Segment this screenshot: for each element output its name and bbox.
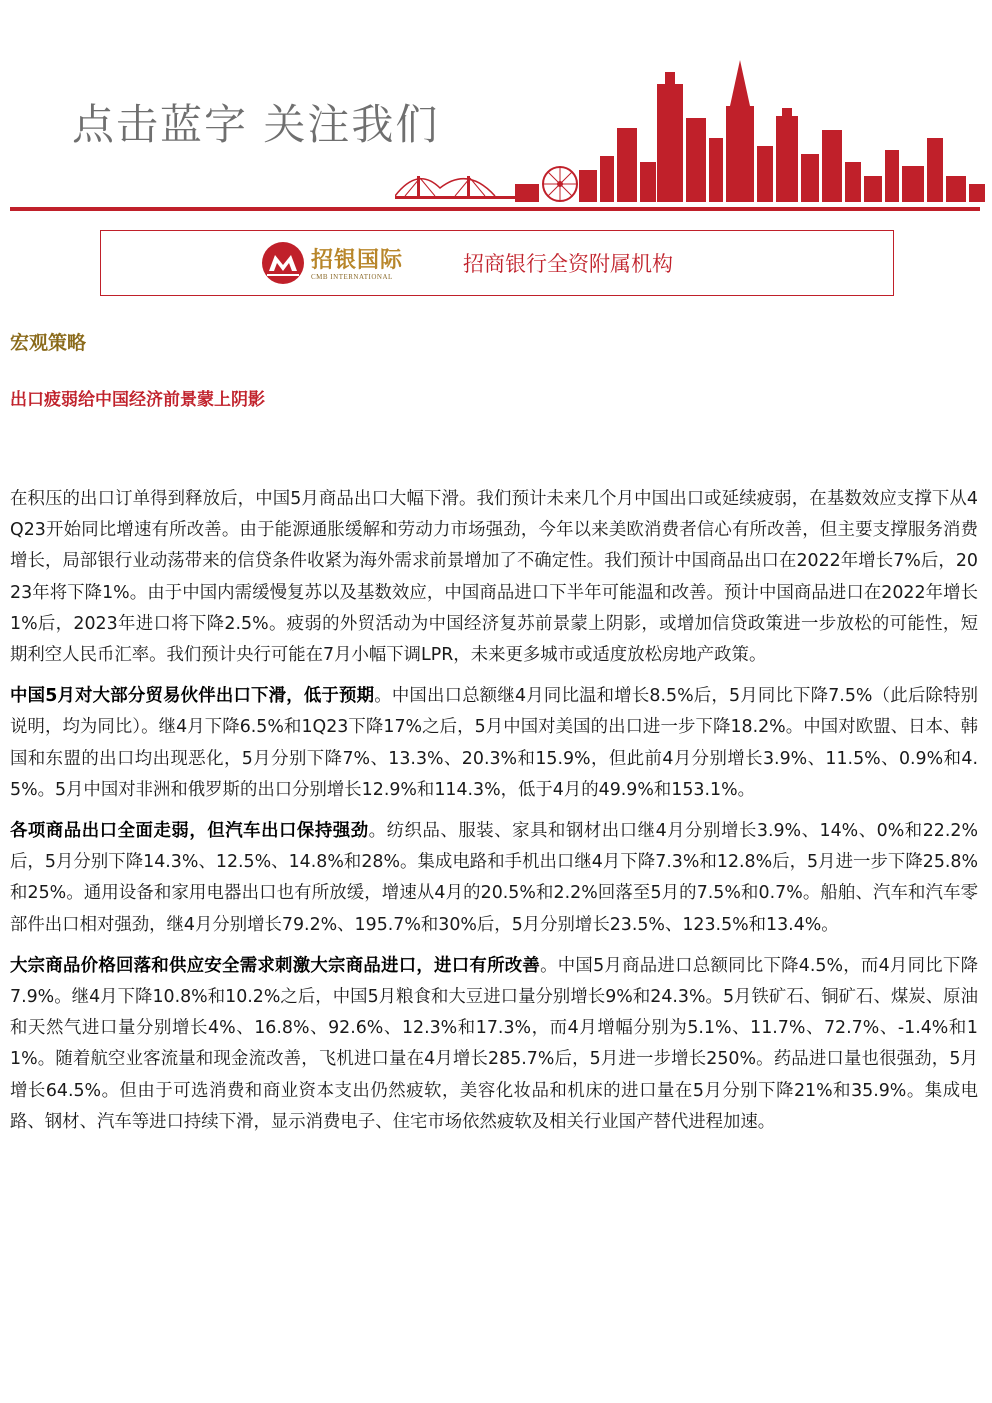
header-divider [10, 207, 980, 211]
paragraph-exports-products [10, 816, 978, 941]
paragraph-text: 在积压的出口订单得到释放后，中国5月商品出口大幅下滑。我们预计未来几个月中国出口或延续疲弱，在基数效应支撑下从4Q23开始同比增速有所改善。由于能源通胀缓解和劳动力市场强劲，今年以来美欧消费者信心有所改善，但主要支撑服务消费增长，局部银行业动荡带来的信贷条件收紧为海外需求前景增加了不确定性。我们预计中国商品出口在2022年增长7%后，2023年将下降1%。由于中国内需缓慢复苏以及基数效应，中国商品进口下半年可能温和改善。预计中国商品进口在2022年增长1%后，2023年进口将下降2.5%。疲弱的外贸活动为中国经济复苏前景蒙上阴影，或增加信贷政策进一步放松的可能性，短期利空人民币汇率。我们预计央行可能在7月小幅下调LPR，未来更多城市或适度放松房地产政策。 [10, 489, 978, 666]
brand-banner[interactable] [100, 230, 894, 296]
paragraph-imports [10, 951, 978, 1138]
brand-tagline: 招商银行全资附属机构 [463, 252, 673, 276]
city-skyline-illustration [395, 58, 985, 214]
paragraph-exports-partners [10, 681, 978, 806]
paragraph-lead: 中国5月对大部分贸易伙伴出口下滑，低于预期 [10, 686, 375, 707]
banner-title[interactable]: 点击蓝字 关注我们 [72, 100, 440, 149]
paragraph-text: 。中国5月商品进口总额同比下降4.5%，而4月同比下降7.9%。继4月下降10.8%和10.2%之后，中国5月粮食和大豆进口量分别增长9%和24.3%。5月铁矿石、铜矿石、煤炭、原油和天然气进口量分别增长4%、16.8%、92.6%、12.3%和17.3%，而4月增幅分别为5.1%、11.7%、72.7%、-1.4%和11%。随着航空业客流量和现金流改善，飞机进口量在4月增长285.7%后，5月进一步增长250%。药品进口量也很强劲，5月增长64.5%。但由于可选消费和商业资本支出仍然疲软，美容化妆品和机床的进口量在5月分别下降21%和35.9%。集成电路、钢材、汽车等进口持续下滑，显示消费电子、住宅市场依然疲软及相关行业国产替代进程加速。 [10, 955, 978, 1132]
cmbi-logo-icon [261, 241, 305, 285]
paragraph-text: 。纺织品、服装、家具和钢材出口继4月分别增长3.9%、14%、0%和22.2%后，5月分别下降14.3%、12.5%、14.8%和28%。集成电路和手机出口继4月下降7.3%和12.8%后，5月进一步下降25.8%和25%。通用设备和家用电器出口也有所放缓，增速从4月的20.5%和2.2%回落至5月的7.5%和0.7%。船舶、汽车和汽车零部件出口相对强劲，继4月分别增长79.2%、195.7%和30%后，5月分别增长23.5%、123.5%和13.4%。 [10, 821, 978, 935]
brand-name-en: CMB INTERNATIONAL [311, 273, 393, 281]
paragraph-lead: 各项商品出口全面走弱，但汽车出口保持强劲 [10, 821, 369, 842]
paragraph-text: 。中国出口总额继4月同比温和增长8.5%后，5月同比下降7.5%（此后除特别说明，均为同比）。继4月下降6.5%和1Q23下降17%之后，5月中国对美国的出口进一步下降18.2%。中国对欧盟、日本、韩国和东盟的出口均出现恶化，5月分别下降7%、13.3%、20.3%和15.9%，但此前4月分别增长3.9%、11.5%、0.9%和4.5%。5月中国对非洲和俄罗斯的出口分别增长12.9%和114.3%，低于4月的49.9%和153.1%。 [10, 686, 978, 800]
article-headline: 出口疲弱给中国经济前景蒙上阴影 [10, 390, 265, 410]
paragraph-lead: 大宗商品价格回落和供应安全需求刺激大宗商品进口，进口有所改善 [10, 955, 541, 976]
paragraph-summary [10, 484, 978, 671]
section-label: 宏观策略 [10, 332, 87, 354]
header-banner [0, 0, 992, 215]
brand-name-cn: 招银国际 [311, 248, 404, 273]
article-body [10, 484, 978, 1148]
